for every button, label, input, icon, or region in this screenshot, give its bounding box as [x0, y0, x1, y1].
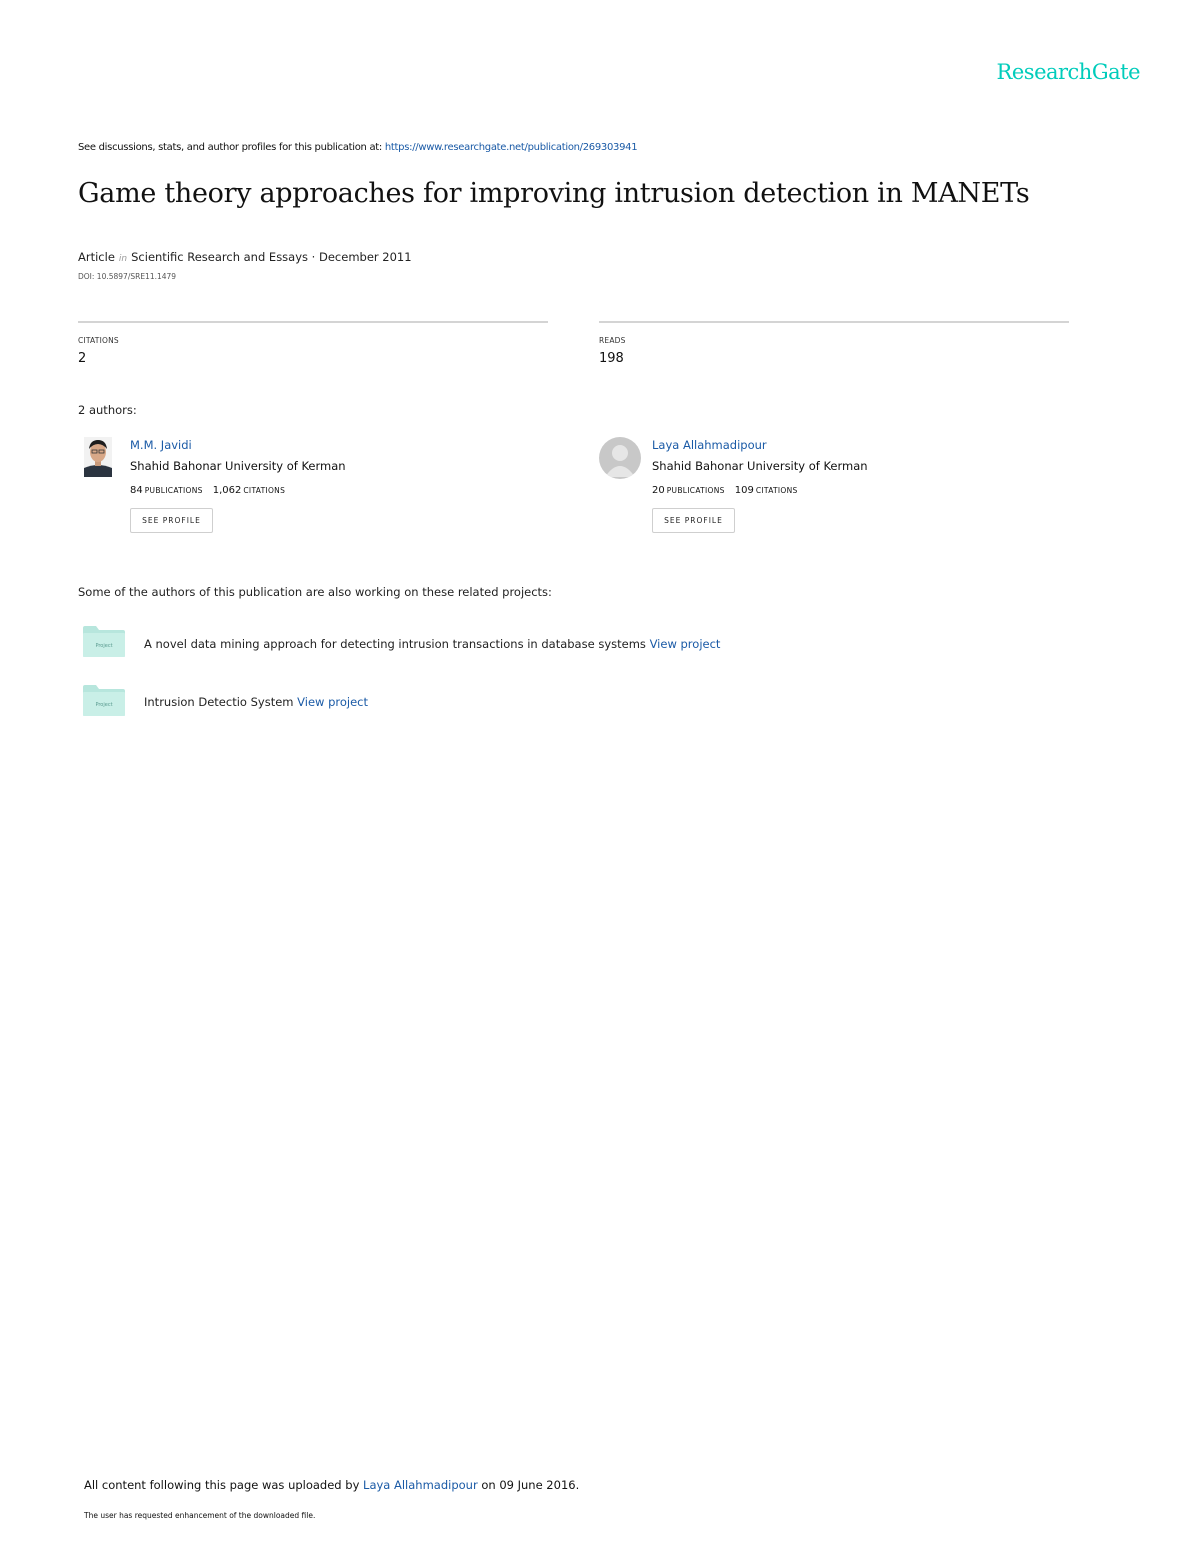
author-institution: Shahid Bahonar University of Kerman: [652, 459, 868, 473]
folder-label: Project: [95, 643, 113, 649]
citations-divider: [78, 321, 548, 323]
view-project-link[interactable]: View project: [297, 695, 369, 709]
author-avatar-placeholder[interactable]: [599, 437, 641, 479]
project-item: [144, 637, 720, 651]
see-discussions-text: See discussions, stats, and author profiles for this publication at:: [78, 142, 382, 153]
upload-prefix: All content following this page was uploaded by: [84, 1478, 360, 1492]
uploader-link[interactable]: Laya Allahmadipour: [363, 1478, 478, 1492]
author-citations-count: 109: [734, 485, 754, 496]
author-name-link[interactable]: M.M. Javidi: [130, 438, 192, 452]
author-institution: Shahid Bahonar University of Kerman: [130, 459, 346, 473]
author-stats: [652, 485, 798, 496]
related-projects-heading: Some of the authors of this publication are also working on these related projects:: [78, 585, 552, 599]
upload-date: on 09 June 2016.: [481, 1478, 580, 1492]
publications-label: PUBLICATIONS: [144, 486, 203, 495]
author-name-link[interactable]: Laya Allahmadipour: [652, 438, 767, 452]
project-title: Intrusion Detectio System: [144, 695, 294, 709]
article-type: Article: [78, 250, 115, 264]
see-profile-button[interactable]: SEE PROFILE: [130, 508, 213, 533]
project-folder-icon[interactable]: [82, 624, 126, 658]
author-stats: [130, 485, 285, 496]
citations-label: CITATIONS: [78, 336, 119, 345]
doi: DOI: 10.5897/SRE11.1479: [78, 272, 177, 281]
view-project-link[interactable]: View project: [649, 637, 721, 651]
enhancement-note: The user has requested enhancement of the downloaded file.: [84, 1511, 316, 1520]
citations-label: CITATIONS: [243, 486, 286, 495]
see-profile-button[interactable]: SEE PROFILE: [652, 508, 735, 533]
researchgate-logo[interactable]: ResearchGate: [996, 60, 1140, 84]
user-silhouette-icon: [599, 437, 641, 479]
reads-label: READS: [599, 336, 626, 345]
authors-heading: 2 authors:: [78, 403, 137, 417]
author-avatar-photo[interactable]: [84, 437, 112, 477]
project-title: A novel data mining approach for detecting intrusion transactions in database systems: [144, 637, 646, 651]
journal-and-date: Scientific Research and Essays · December 2011: [131, 250, 412, 264]
publication-link-line: [78, 142, 637, 153]
reads-count: 198: [599, 351, 624, 366]
author-publications-count: 20: [652, 485, 665, 496]
citations-label: CITATIONS: [755, 486, 798, 495]
project-item: [144, 695, 368, 709]
project-folder-icon[interactable]: [82, 683, 126, 717]
publication-title: Game theory approaches for improving intrusion detection in MANETs: [78, 178, 1030, 209]
author-citations-count: 1,062: [212, 485, 242, 496]
folder-label: Project: [95, 702, 113, 708]
upload-info: [84, 1478, 579, 1492]
in-label: in: [118, 254, 128, 264]
publication-meta: [78, 250, 412, 264]
publication-url-link[interactable]: https://www.researchgate.net/publication/269303941: [384, 142, 638, 153]
citations-count: 2: [78, 351, 87, 366]
publications-label: PUBLICATIONS: [666, 486, 725, 495]
reads-divider: [599, 321, 1069, 323]
author-publications-count: 84: [130, 485, 143, 496]
